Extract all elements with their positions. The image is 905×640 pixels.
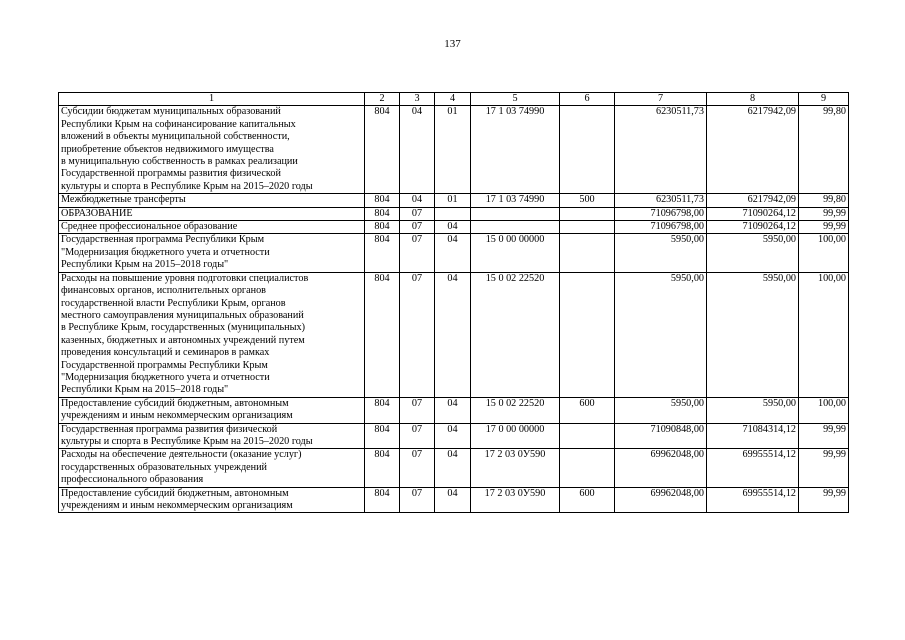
cell-section: 07 xyxy=(400,423,435,449)
header-col-4: 4 xyxy=(435,93,471,106)
table-header-row xyxy=(59,93,849,106)
cell-subsection: 04 xyxy=(435,487,471,513)
item-name-line: государственных образовательных учреждений xyxy=(61,461,268,473)
cell-admin-code: 804 xyxy=(365,272,400,397)
cell-execution-percent: 100,00 xyxy=(799,234,849,272)
cell-execution-percent: 99,80 xyxy=(799,106,849,194)
cell-target-article: 17 2 03 0У590 xyxy=(471,487,560,513)
cell-target-article: 17 1 03 74990 xyxy=(471,194,560,207)
table-row xyxy=(59,234,849,272)
cell-subsection: 04 xyxy=(435,272,471,397)
table-row xyxy=(59,106,849,194)
item-name-line: "Модернизация бюджетного учета и отчетности xyxy=(61,371,270,383)
cell-subsection: 04 xyxy=(435,234,471,272)
item-name-line: проведения консультаций и семинаров в рамках xyxy=(61,347,270,359)
cell-executed-amount: 6217942,09 xyxy=(707,106,799,194)
cell-admin-code: 804 xyxy=(365,234,400,272)
cell-target-article xyxy=(471,207,560,220)
item-name-line: культуры и спорта в Республике Крым на 2015–2020 годы xyxy=(61,435,313,447)
item-name-line: финансовых органов, исполнительных органов xyxy=(61,285,266,297)
cell-item-name xyxy=(59,207,365,220)
cell-item-name xyxy=(59,234,365,272)
item-name-line: государственной власти Республики Крым, органов xyxy=(61,297,286,309)
item-name-line: казенных, бюджетных и автономных учреждений путем xyxy=(61,334,305,346)
header-col-7: 7 xyxy=(615,93,707,106)
cell-item-name xyxy=(59,272,365,397)
cell-executed-amount: 6217942,09 xyxy=(707,194,799,207)
item-name-line: Государственной программы развития физической xyxy=(61,168,281,180)
table-row xyxy=(59,221,849,234)
cell-item-name xyxy=(59,106,365,194)
header-col-6: 6 xyxy=(560,93,615,106)
item-name-line: в Республике Крым, государственных (муниципальных) xyxy=(61,322,305,334)
cell-executed-amount: 5950,00 xyxy=(707,272,799,397)
cell-planned-amount: 5950,00 xyxy=(615,397,707,423)
table-row xyxy=(59,423,849,449)
cell-expense-type xyxy=(560,449,615,487)
item-name-line: Среднее профессиональное образование xyxy=(61,221,238,233)
item-name-line: Государственной программы Республики Крым xyxy=(61,359,268,371)
header-col-3: 3 xyxy=(400,93,435,106)
cell-subsection: 04 xyxy=(435,449,471,487)
cell-execution-percent: 99,80 xyxy=(799,194,849,207)
cell-planned-amount: 71096798,00 xyxy=(615,207,707,220)
table-row xyxy=(59,194,849,207)
cell-executed-amount: 5950,00 xyxy=(707,397,799,423)
cell-execution-percent: 99,99 xyxy=(799,449,849,487)
item-name-line: приобретение объектов недвижимого имущества xyxy=(61,143,274,155)
cell-planned-amount: 5950,00 xyxy=(615,234,707,272)
cell-execution-percent: 99,99 xyxy=(799,207,849,220)
cell-admin-code: 804 xyxy=(365,487,400,513)
cell-section: 07 xyxy=(400,221,435,234)
cell-subsection: 04 xyxy=(435,423,471,449)
cell-subsection: 04 xyxy=(435,397,471,423)
cell-expense-type: 500 xyxy=(560,194,615,207)
item-name-line: Государственная программа Республики Крым xyxy=(61,234,265,246)
item-name-line: Межбюджетные трансферты xyxy=(61,194,186,206)
cell-executed-amount: 71090264,12 xyxy=(707,221,799,234)
cell-expense-type xyxy=(560,234,615,272)
item-name-line: Предоставление субсидий бюджетным, автономным xyxy=(61,397,289,409)
budget-table xyxy=(58,92,849,513)
cell-admin-code: 804 xyxy=(365,449,400,487)
cell-execution-percent: 99,99 xyxy=(799,487,849,513)
cell-executed-amount: 71090264,12 xyxy=(707,207,799,220)
cell-admin-code: 804 xyxy=(365,397,400,423)
cell-target-article: 15 0 02 22520 xyxy=(471,272,560,397)
page-number: 137 xyxy=(444,38,461,50)
cell-planned-amount: 6230511,73 xyxy=(615,106,707,194)
item-name-line: Республики Крым на софинансирование капитальных xyxy=(61,118,296,130)
cell-section: 07 xyxy=(400,397,435,423)
item-name-line: Расходы на повышение уровня подготовки специалистов xyxy=(61,272,309,284)
table-row xyxy=(59,272,849,397)
cell-executed-amount: 5950,00 xyxy=(707,234,799,272)
cell-admin-code: 804 xyxy=(365,221,400,234)
item-name-line: ОБРАЗОВАНИЕ xyxy=(61,207,133,219)
cell-execution-percent: 100,00 xyxy=(799,397,849,423)
cell-subsection: 01 xyxy=(435,106,471,194)
cell-executed-amount: 71084314,12 xyxy=(707,423,799,449)
cell-expense-type: 600 xyxy=(560,397,615,423)
cell-item-name xyxy=(59,487,365,513)
cell-subsection: 04 xyxy=(435,221,471,234)
item-name-line: культуры и спорта в Республике Крым на 2015–2020 годы xyxy=(61,180,313,192)
cell-expense-type: 600 xyxy=(560,487,615,513)
cell-execution-percent: 99,99 xyxy=(799,423,849,449)
header-col-2: 2 xyxy=(365,93,400,106)
cell-item-name xyxy=(59,397,365,423)
item-name-line: Субсидии бюджетам муниципальных образований xyxy=(61,106,281,118)
cell-target-article: 17 1 03 74990 xyxy=(471,106,560,194)
cell-subsection: 01 xyxy=(435,194,471,207)
cell-admin-code: 804 xyxy=(365,106,400,194)
item-name-line: Республики Крым на 2015–2018 годы" xyxy=(61,259,229,271)
cell-expense-type xyxy=(560,221,615,234)
item-name-line: вложений в объекты муниципальной собственности, xyxy=(61,131,290,143)
cell-item-name xyxy=(59,221,365,234)
cell-expense-type xyxy=(560,106,615,194)
cell-section: 04 xyxy=(400,106,435,194)
item-name-line: Расходы на обеспечение деятельности (оказание услуг) xyxy=(61,449,302,461)
cell-section: 07 xyxy=(400,234,435,272)
cell-expense-type xyxy=(560,207,615,220)
item-name-line: "Модернизация бюджетного учета и отчетности xyxy=(61,246,270,258)
cell-target-article: 15 0 00 00000 xyxy=(471,234,560,272)
cell-section: 04 xyxy=(400,194,435,207)
cell-planned-amount: 71096798,00 xyxy=(615,221,707,234)
table-row xyxy=(59,397,849,423)
item-name-line: в муниципальную собственность в рамках реализации xyxy=(61,156,298,168)
cell-execution-percent: 100,00 xyxy=(799,272,849,397)
cell-planned-amount: 69962048,00 xyxy=(615,487,707,513)
cell-target-article: 15 0 02 22520 xyxy=(471,397,560,423)
cell-planned-amount: 6230511,73 xyxy=(615,194,707,207)
cell-admin-code: 804 xyxy=(365,423,400,449)
cell-target-article xyxy=(471,221,560,234)
header-col-5: 5 xyxy=(471,93,560,106)
cell-planned-amount: 5950,00 xyxy=(615,272,707,397)
cell-executed-amount: 69955514,12 xyxy=(707,449,799,487)
item-name-line: учреждениям и иным некоммерческим организациям xyxy=(61,410,293,422)
cell-item-name xyxy=(59,449,365,487)
item-name-line: Республики Крым на 2015–2018 годы" xyxy=(61,384,229,396)
cell-item-name xyxy=(59,194,365,207)
cell-admin-code: 804 xyxy=(365,194,400,207)
item-name-line: местного самоуправления муниципальных образований xyxy=(61,309,304,321)
cell-expense-type xyxy=(560,423,615,449)
cell-admin-code: 804 xyxy=(365,207,400,220)
header-col-1: 1 xyxy=(59,93,365,106)
table-row xyxy=(59,207,849,220)
cell-item-name xyxy=(59,423,365,449)
cell-planned-amount: 71090848,00 xyxy=(615,423,707,449)
cell-section: 07 xyxy=(400,449,435,487)
header-col-8: 8 xyxy=(707,93,799,106)
cell-execution-percent: 99,99 xyxy=(799,221,849,234)
cell-target-article: 17 0 00 00000 xyxy=(471,423,560,449)
item-name-line: Предоставление субсидий бюджетным, автономным xyxy=(61,487,289,499)
cell-section: 07 xyxy=(400,272,435,397)
table-row xyxy=(59,487,849,513)
item-name-line: учреждениям и иным некоммерческим организациям xyxy=(61,500,293,511)
cell-planned-amount: 69962048,00 xyxy=(615,449,707,487)
cell-section: 07 xyxy=(400,487,435,513)
item-name-line: Государственная программа развития физической xyxy=(61,423,278,435)
cell-target-article: 17 2 03 0У590 xyxy=(471,449,560,487)
item-name-line: профессионального образования xyxy=(61,474,204,486)
header-col-9: 9 xyxy=(799,93,849,106)
table-row xyxy=(59,449,849,487)
cell-subsection xyxy=(435,207,471,220)
cell-expense-type xyxy=(560,272,615,397)
cell-executed-amount: 69955514,12 xyxy=(707,487,799,513)
cell-section: 07 xyxy=(400,207,435,220)
